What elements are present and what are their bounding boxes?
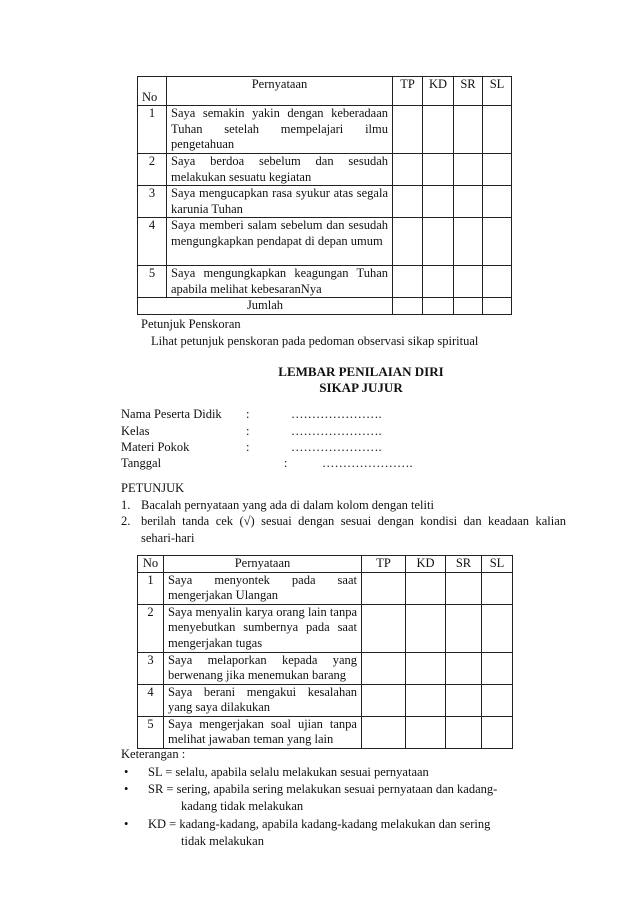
instruction-text: Bacalah pernyataan yang ada di dalam kolom dengan teliti [141,498,434,512]
identity-colon: : [246,424,250,438]
header-tp: TP [362,556,406,573]
sl-total-cell[interactable] [483,298,512,315]
legend-item-sl: SL = selalu, apabila selalu melakukan sesuai pernyataan [148,765,429,779]
statement-text: Saya memberi salam sebelum dan sesudah mengungkapkan pendapat di depan umum [167,218,393,266]
identity-label: Materi Pokok [121,440,190,454]
sr-checkbox-cell[interactable] [446,604,482,652]
statement-text: Saya melaporkan kepada yang berwenang jika menemukan barang [164,652,362,684]
table-header-row [138,556,513,573]
table-row [138,154,512,186]
kd-checkbox-cell[interactable] [406,684,446,716]
kd-checkbox-cell[interactable] [423,266,454,298]
table-row [138,684,513,716]
row-number: 4 [138,684,164,716]
sheet-title: LEMBAR PENILAIAN DIRI [278,364,444,379]
header-pernyataan: Pernyataan [167,77,393,106]
honesty-self-assessment-table [137,555,513,749]
table-row [138,218,512,266]
instruction-item [121,497,561,513]
tp-checkbox-cell[interactable] [362,716,406,748]
statement-text: Saya menyontek pada saat mengerjakan Ulangan [164,572,362,604]
identity-colon: : [246,440,250,454]
sheet-subtitle: SIKAP JUJUR [319,380,403,395]
row-number: 2 [138,154,167,186]
total-row [138,298,512,315]
row-number: 1 [138,106,167,154]
kd-checkbox-cell[interactable] [423,186,454,218]
identity-label: Kelas [121,424,150,438]
statement-text: Saya mengerjakan soal ujian tanpa melihat jawaban teman yang lain [164,716,362,748]
statement-text: Saya semakin yakin dengan keberadaan Tuhan setelah mempelajari ilmu pengetahuan [167,106,393,154]
identity-row-date [121,456,413,471]
tp-checkbox-cell[interactable] [393,218,423,266]
kd-checkbox-cell[interactable] [423,218,454,266]
identity-colon: : [246,407,250,421]
legend-bullet: • [124,782,129,796]
sr-checkbox-cell[interactable] [454,186,483,218]
header-no: No [138,77,167,106]
legend-item-kd: KD = kadang-kadang, apabila kadang-kadang melakukan dan sering [148,817,491,831]
sl-checkbox-cell[interactable] [483,106,512,154]
instructions-title: PETUNJUK [121,481,185,495]
sr-checkbox-cell[interactable] [454,266,483,298]
instruction-text: berilah tanda cek (√) sesuai dengan sesuai dengan kondisi dan keadaan kalian sehari-hari [141,514,566,545]
kd-checkbox-cell[interactable] [406,652,446,684]
sl-checkbox-cell[interactable] [483,218,512,266]
table-row [138,716,513,748]
legend-title: Keterangan : [121,747,186,761]
header-sl: SL [482,556,513,573]
sl-checkbox-cell[interactable] [482,652,513,684]
kd-total-cell[interactable] [423,298,454,315]
legend-bullet: • [124,817,129,831]
sr-checkbox-cell[interactable] [446,572,482,604]
statement-text: Saya berdoa sebelum dan sesudah melakukan sesuatu kegiatan [167,154,393,186]
scoring-text: Lihat petunjuk penskoran pada pedoman observasi sikap spiritual [151,334,479,348]
tp-checkbox-cell[interactable] [393,186,423,218]
header-sr: SR [446,556,482,573]
statement-text: Saya mengungkapkan keagungan Tuhan apabila melihat kebesaranNya [167,266,393,298]
sr-checkbox-cell[interactable] [454,218,483,266]
total-label: Jumlah [138,298,393,315]
instruction-number: 1. [121,498,131,512]
tp-checkbox-cell[interactable] [362,572,406,604]
table-row [138,572,513,604]
tp-checkbox-cell[interactable] [393,154,423,186]
kd-checkbox-cell[interactable] [406,716,446,748]
sr-checkbox-cell[interactable] [454,154,483,186]
scoring-title: Petunjuk Penskoran [141,317,241,331]
sr-checkbox-cell[interactable] [446,652,482,684]
tp-checkbox-cell[interactable] [393,266,423,298]
kd-checkbox-cell[interactable] [423,154,454,186]
row-number: 5 [138,266,167,298]
identity-row-topic [121,440,382,455]
header-pernyataan: Pernyataan [164,556,362,573]
sr-checkbox-cell[interactable] [454,106,483,154]
sr-total-cell[interactable] [454,298,483,315]
identity-row-class [121,424,382,439]
kd-checkbox-cell[interactable] [423,106,454,154]
kd-checkbox-cell[interactable] [406,572,446,604]
instruction-number: 2. [121,514,131,528]
table-row [138,106,512,154]
sl-checkbox-cell[interactable] [482,716,513,748]
table-row [138,652,513,684]
sl-checkbox-cell[interactable] [482,684,513,716]
header-sl: SL [483,77,512,106]
statement-text: Saya menyalin karya orang lain tanpa menyebutkan sumbernya pada saat mengerjakan tugas [164,604,362,652]
legend-item-sr-continued: kadang tidak melakukan [181,799,304,813]
statement-text: Saya mengucapkan rasa syukur atas segala karunia Tuhan [167,186,393,218]
identity-row-name [121,407,382,422]
header-kd: KD [406,556,446,573]
identity-value[interactable]: …………………. [291,424,382,438]
row-number: 2 [138,604,164,652]
table-row [138,186,512,218]
identity-label: Nama Peserta Didik [121,407,222,421]
tp-checkbox-cell[interactable] [362,604,406,652]
sr-checkbox-cell[interactable] [446,684,482,716]
identity-colon: : [284,456,288,470]
identity-value[interactable]: …………………. [322,456,413,470]
instruction-item [121,513,566,547]
row-number: 4 [138,218,167,266]
tp-total-cell[interactable] [393,298,423,315]
header-kd: KD [423,77,454,106]
row-number: 3 [138,186,167,218]
legend-bullet: • [124,765,129,779]
spiritual-attitude-table [137,76,512,315]
tp-checkbox-cell[interactable] [393,106,423,154]
table-row [138,604,513,652]
statement-text: Saya berani mengakui kesalahan yang saya dilakukan [164,684,362,716]
sl-checkbox-cell[interactable] [483,186,512,218]
sl-checkbox-cell[interactable] [482,572,513,604]
identity-value[interactable]: …………………. [291,440,382,454]
header-no: No [138,556,164,573]
table-row [138,266,512,298]
row-number: 3 [138,652,164,684]
sr-checkbox-cell[interactable] [446,716,482,748]
sl-checkbox-cell[interactable] [482,604,513,652]
row-number: 1 [138,572,164,604]
header-tp: TP [393,77,423,106]
tp-checkbox-cell[interactable] [362,652,406,684]
sl-checkbox-cell[interactable] [483,154,512,186]
legend-item-kd-continued: tidak melakukan [181,834,264,848]
identity-value[interactable]: …………………. [291,407,382,421]
table-header-row [138,77,512,106]
row-number: 5 [138,716,164,748]
header-sr: SR [454,77,483,106]
identity-label: Tanggal [121,456,162,470]
tp-checkbox-cell[interactable] [362,684,406,716]
legend-item-sr: SR = sering, apabila sering melakukan sesuai pernyataan dan kadang- [148,782,498,796]
sl-checkbox-cell[interactable] [483,266,512,298]
kd-checkbox-cell[interactable] [406,604,446,652]
